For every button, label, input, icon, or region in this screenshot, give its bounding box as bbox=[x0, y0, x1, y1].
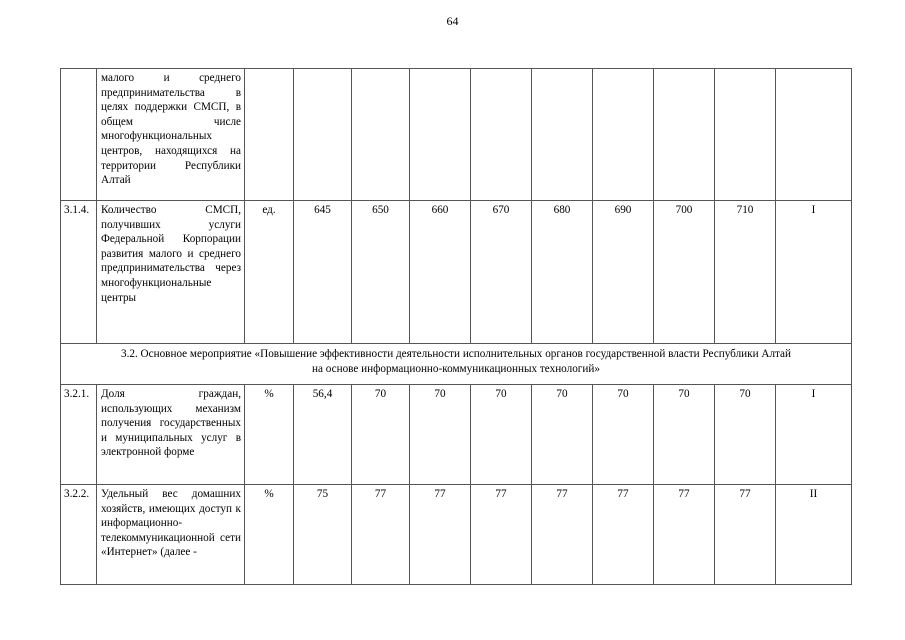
value-cell bbox=[294, 69, 352, 201]
value-cell: 70 bbox=[471, 385, 532, 485]
value-cell: 70 bbox=[410, 385, 471, 485]
indicator-name: Количество СМСП, получивших услуги Федеральной Корпорации развития малого и среднего предпринимательства через многофункциональные центры bbox=[97, 201, 245, 344]
value-cell bbox=[593, 69, 654, 201]
indicator-name: Удельный вес домашних хозяйств, имеющих доступ к информационно-телекоммуникационной сети «Интернет» (далее - bbox=[97, 485, 245, 585]
category-cell: II bbox=[776, 485, 852, 585]
value-cell: 645 bbox=[294, 201, 352, 344]
value-cell bbox=[471, 69, 532, 201]
value-cell bbox=[532, 69, 593, 201]
value-cell: 680 bbox=[532, 201, 593, 344]
section-heading-line1: 3.2. Основное мероприятие «Повышение эффективности деятельности исполнительных органов государственной власти Республики Алтай bbox=[120, 348, 792, 360]
category-cell: I bbox=[776, 385, 852, 485]
table-row bbox=[61, 69, 852, 201]
unit-cell: % bbox=[245, 385, 294, 485]
row-number: 3.2.1. bbox=[61, 385, 97, 485]
category-cell bbox=[776, 69, 852, 201]
value-cell: 77 bbox=[471, 485, 532, 585]
row-number: 3.2.2. bbox=[61, 485, 97, 585]
value-cell bbox=[352, 69, 410, 201]
section-heading bbox=[61, 344, 852, 385]
value-cell: 56,4 bbox=[294, 385, 352, 485]
value-cell bbox=[654, 69, 715, 201]
value-cell: 70 bbox=[654, 385, 715, 485]
value-cell: 75 bbox=[294, 485, 352, 585]
value-cell: 77 bbox=[715, 485, 776, 585]
row-number bbox=[61, 69, 97, 201]
value-cell: 670 bbox=[471, 201, 532, 344]
value-cell: 77 bbox=[410, 485, 471, 585]
indicator-name: малого и среднего предпринимательства в целях поддержки СМСП, в общем числе многофункциональных центров, находящихся на территории Республики Алтай bbox=[97, 69, 245, 201]
section-heading-line2: на основе информационно-коммуникационных технологий» bbox=[312, 362, 600, 375]
value-cell bbox=[715, 69, 776, 201]
indicator-name: Доля граждан, использующих механизм получения государственных и муниципальных услуг в электронной форме bbox=[97, 385, 245, 485]
value-cell: 77 bbox=[532, 485, 593, 585]
value-cell: 70 bbox=[532, 385, 593, 485]
row-number: 3.1.4. bbox=[61, 201, 97, 344]
unit-cell bbox=[245, 69, 294, 201]
table-row bbox=[61, 201, 852, 344]
value-cell: 70 bbox=[715, 385, 776, 485]
value-cell: 77 bbox=[352, 485, 410, 585]
value-cell: 650 bbox=[352, 201, 410, 344]
section-row bbox=[61, 344, 852, 385]
value-cell: 660 bbox=[410, 201, 471, 344]
page-number: 64 bbox=[446, 14, 459, 28]
value-cell: 70 bbox=[352, 385, 410, 485]
table-row bbox=[61, 385, 852, 485]
table-row bbox=[61, 485, 852, 585]
value-cell: 710 bbox=[715, 201, 776, 344]
value-cell: 700 bbox=[654, 201, 715, 344]
value-cell: 690 bbox=[593, 201, 654, 344]
category-cell: I bbox=[776, 201, 852, 344]
value-cell: 77 bbox=[593, 485, 654, 585]
value-cell: 70 bbox=[593, 385, 654, 485]
unit-cell: % bbox=[245, 485, 294, 585]
indicators-table bbox=[60, 68, 852, 585]
unit-cell: ед. bbox=[245, 201, 294, 344]
value-cell: 77 bbox=[654, 485, 715, 585]
value-cell bbox=[410, 69, 471, 201]
